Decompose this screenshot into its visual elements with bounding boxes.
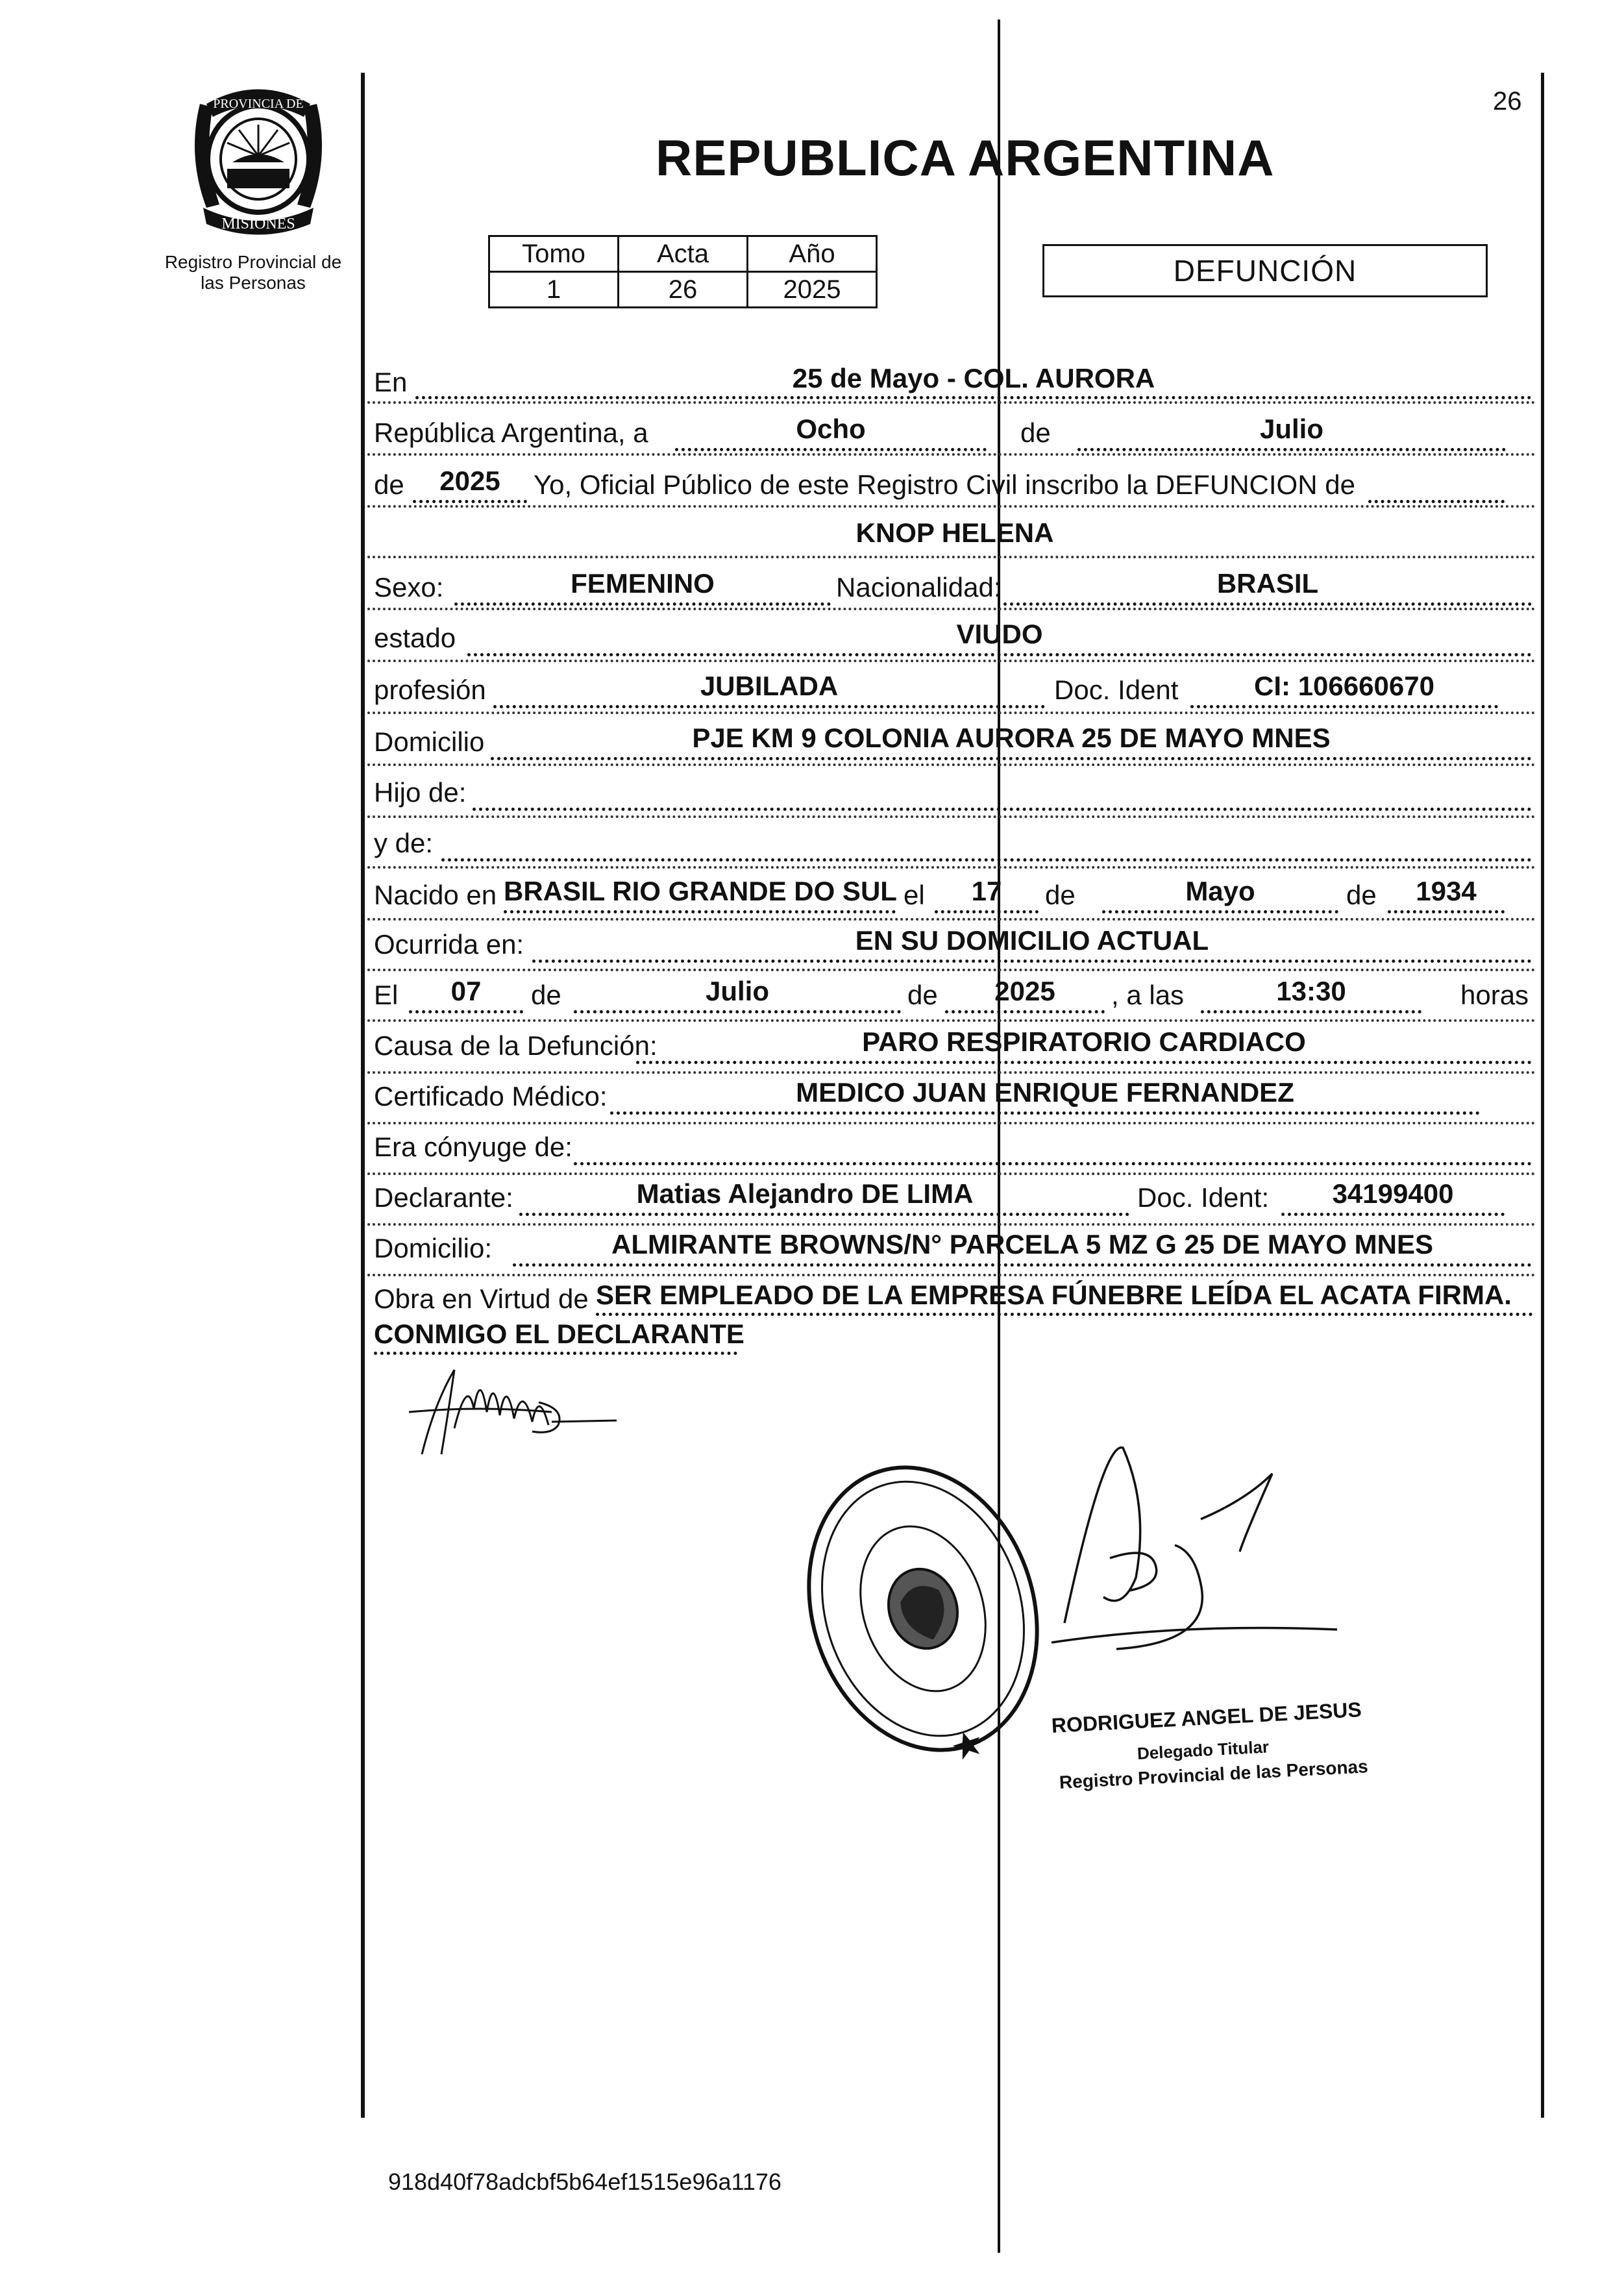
label-republica: República Argentina, a: [374, 417, 648, 448]
page-title: REPUBLICA ARGENTINA: [656, 129, 1275, 186]
document-hash: 918d40f78adcbf5b64ef1515e96a1176: [388, 2168, 781, 2195]
record-type-box: [1042, 244, 1488, 297]
label-sexo: Sexo:: [374, 572, 444, 602]
row-separator: [367, 453, 1536, 456]
dotted-line: [1190, 705, 1498, 708]
label-y-de: y de:: [374, 828, 434, 858]
row-separator: [367, 1019, 1536, 1022]
label-profesion: profesión: [374, 675, 486, 705]
registry-label-line1: Registro Provincial de: [164, 252, 342, 272]
row-separator: [367, 1223, 1536, 1226]
declarant-signature: [402, 1350, 636, 1461]
field-doc-ident: CI: 106660670: [1254, 671, 1434, 701]
value-acta: 26: [619, 272, 748, 308]
dotted-line: [513, 1263, 1532, 1267]
dotted-line: [473, 808, 1532, 811]
dotted-line: [945, 1010, 1105, 1013]
official-signature: [1052, 1428, 1415, 1701]
label-birth-de2: de: [1346, 880, 1377, 910]
row-separator: [367, 660, 1536, 662]
dotted-line: [596, 1313, 1533, 1316]
field-decl-domicilio: ALMIRANTE BROWNS/N° PARCELA 5 MZ G 25 DE MAYO MNES: [611, 1229, 1433, 1259]
dotted-line: [413, 500, 527, 503]
label-obra: Obra en Virtud de: [374, 1283, 589, 1314]
label-decl-doc: Doc. Ident:: [1137, 1182, 1270, 1213]
field-decl-doc: 34199400: [1332, 1178, 1454, 1209]
dotted-line: [1201, 1010, 1421, 1013]
dotted-line: [574, 1162, 1532, 1165]
label-declarante: Declarante:: [374, 1182, 513, 1213]
row-separator: [367, 1274, 1536, 1276]
field-month-text: Julio: [1259, 414, 1323, 444]
field-death-time: 13:30: [1276, 976, 1346, 1006]
right-margin-line: [1541, 73, 1544, 2118]
label-causa: Causa de la Defunción:: [374, 1030, 658, 1061]
label-el: el: [904, 880, 925, 910]
label-certificado: Certificado Médico:: [374, 1081, 608, 1111]
label-estado: estado: [374, 623, 456, 653]
dotted-line: [467, 653, 1532, 656]
label-ocurrida-en: Ocurrida en:: [374, 929, 524, 960]
field-estado: VIUDO: [956, 619, 1043, 649]
row-separator: [367, 608, 1536, 610]
row-separator: [367, 918, 1536, 921]
row-separator: [367, 505, 1536, 508]
record-table: [488, 235, 878, 308]
field-obra-line1: SER EMPLEADO DE LA EMPRESA FÚNEBRE LEÍDA EL ACATA FIRMA.: [596, 1280, 1512, 1310]
logo-bottom-text: MISIONES: [221, 216, 295, 232]
dotted-line: [1388, 910, 1505, 913]
registry-label: [156, 252, 351, 293]
field-deceased-name: KNOP HELENA: [855, 517, 1054, 548]
dotted-line: [1102, 910, 1338, 913]
row-separator: [367, 712, 1536, 714]
row-separator: [367, 969, 1536, 971]
row-separator: [367, 763, 1536, 766]
dotted-line: [415, 396, 1532, 399]
field-day-text: Ocho: [796, 414, 866, 444]
label-nacido-en: Nacido en: [374, 880, 497, 910]
field-birth-month: Mayo: [1185, 876, 1255, 906]
left-margin-line: [361, 73, 365, 2118]
page-number: 26: [1493, 87, 1522, 116]
label-death-de1: de: [531, 980, 561, 1010]
label-de-year: de: [374, 469, 404, 500]
dotted-line: [1077, 448, 1506, 451]
dotted-line: [935, 910, 1039, 913]
dotted-line: [574, 1010, 901, 1013]
label-decl-domicilio: Domicilio:: [374, 1233, 493, 1263]
field-certificado: MEDICO JUAN ENRIQUE FERNANDEZ: [796, 1077, 1294, 1108]
field-obra-line2: CONMIGO EL DECLARANTE: [374, 1319, 744, 1349]
dotted-line: [441, 858, 1532, 862]
field-causa: PARO RESPIRATORIO CARDIACO: [862, 1026, 1306, 1057]
label-nacionalidad: Nacionalidad:: [836, 572, 1002, 602]
logo-top-text: PROVINCIA DE: [213, 97, 304, 111]
field-declarante: Matias Alejandro DE LIMA: [636, 1178, 974, 1209]
label-horas: horas: [1460, 980, 1529, 1010]
label-de-month: de: [1020, 417, 1051, 448]
statement-text: Yo, Oficial Público de este Registro Civil inscribo la DEFUNCION de: [534, 469, 1355, 500]
official-role: Delegado Titular: [1137, 1737, 1270, 1763]
official-office: Registro Provincial de las Personas: [1059, 1756, 1369, 1792]
dotted-line: [610, 1111, 1480, 1115]
field-birth-year: 1934: [1416, 876, 1477, 906]
field-sexo: FEMENINO: [571, 568, 715, 599]
label-death-el: El: [374, 980, 399, 1010]
row-separator: [367, 815, 1536, 818]
row-separator: [367, 556, 1536, 558]
dotted-line: [491, 757, 1532, 760]
field-death-day: 07: [450, 976, 482, 1006]
field-profesion: JUBILADA: [700, 671, 839, 701]
row-separator: [367, 401, 1536, 404]
official-name: RODRIGUEZ ANGEL DE JESUS: [1051, 1697, 1362, 1737]
value-tomo: 1: [489, 272, 619, 308]
header-anio: Año: [748, 236, 877, 272]
dotted-line: [409, 1010, 523, 1013]
label-birth-de1: de: [1045, 880, 1076, 910]
label-domicilio: Domicilio: [374, 726, 485, 757]
field-death-month: Julio: [705, 976, 769, 1006]
province-logo: [180, 78, 336, 240]
label-en: En: [374, 367, 408, 397]
field-year: 2025: [439, 465, 500, 496]
row-separator: [367, 866, 1536, 869]
field-birth-day: 17: [971, 876, 1002, 906]
row-separator: [367, 1071, 1536, 1074]
label-conyuge: Era cónyuge de:: [374, 1132, 572, 1162]
field-nacionalidad: BRASIL: [1216, 568, 1319, 599]
field-ocurrida: EN SU DOMICILIO ACTUAL: [855, 925, 1209, 956]
dotted-line: [532, 960, 1532, 963]
dotted-line: [493, 705, 1045, 708]
label-doc-ident: Doc. Ident: [1054, 675, 1179, 705]
label-death-de2: de: [907, 980, 938, 1010]
row-separator: [367, 1122, 1536, 1124]
field-nacido-lugar: BRASIL RIO GRANDE DO SUL: [504, 876, 897, 906]
dotted-line: [454, 602, 831, 606]
dotted-line: [1003, 602, 1532, 606]
dotted-line: [636, 1061, 1532, 1064]
header-tomo: Tomo: [489, 236, 619, 272]
field-place: 25 de Mayo - COL. AURORA: [792, 363, 1155, 393]
record-type: DEFUNCIÓN: [1173, 254, 1357, 288]
row-separator: [367, 1172, 1536, 1175]
dotted-line: [1368, 500, 1505, 503]
dotted-line: [519, 1213, 1129, 1216]
dotted-line: [1281, 1213, 1505, 1216]
center-fold-line: [998, 19, 1000, 2253]
label-hijo-de: Hijo de:: [374, 777, 467, 808]
dotted-line: [675, 448, 987, 451]
header-acta: Acta: [619, 236, 748, 272]
label-a-las: , a las: [1111, 980, 1185, 1010]
official-seal: [800, 1453, 1046, 1765]
field-domicilio: PJE KM 9 COLONIA AURORA 25 DE MAYO MNES: [692, 723, 1331, 753]
registry-label-line2: las Personas: [201, 273, 306, 293]
field-death-year: 2025: [994, 976, 1055, 1006]
dotted-line: [504, 910, 896, 913]
value-anio: 2025: [748, 272, 877, 308]
